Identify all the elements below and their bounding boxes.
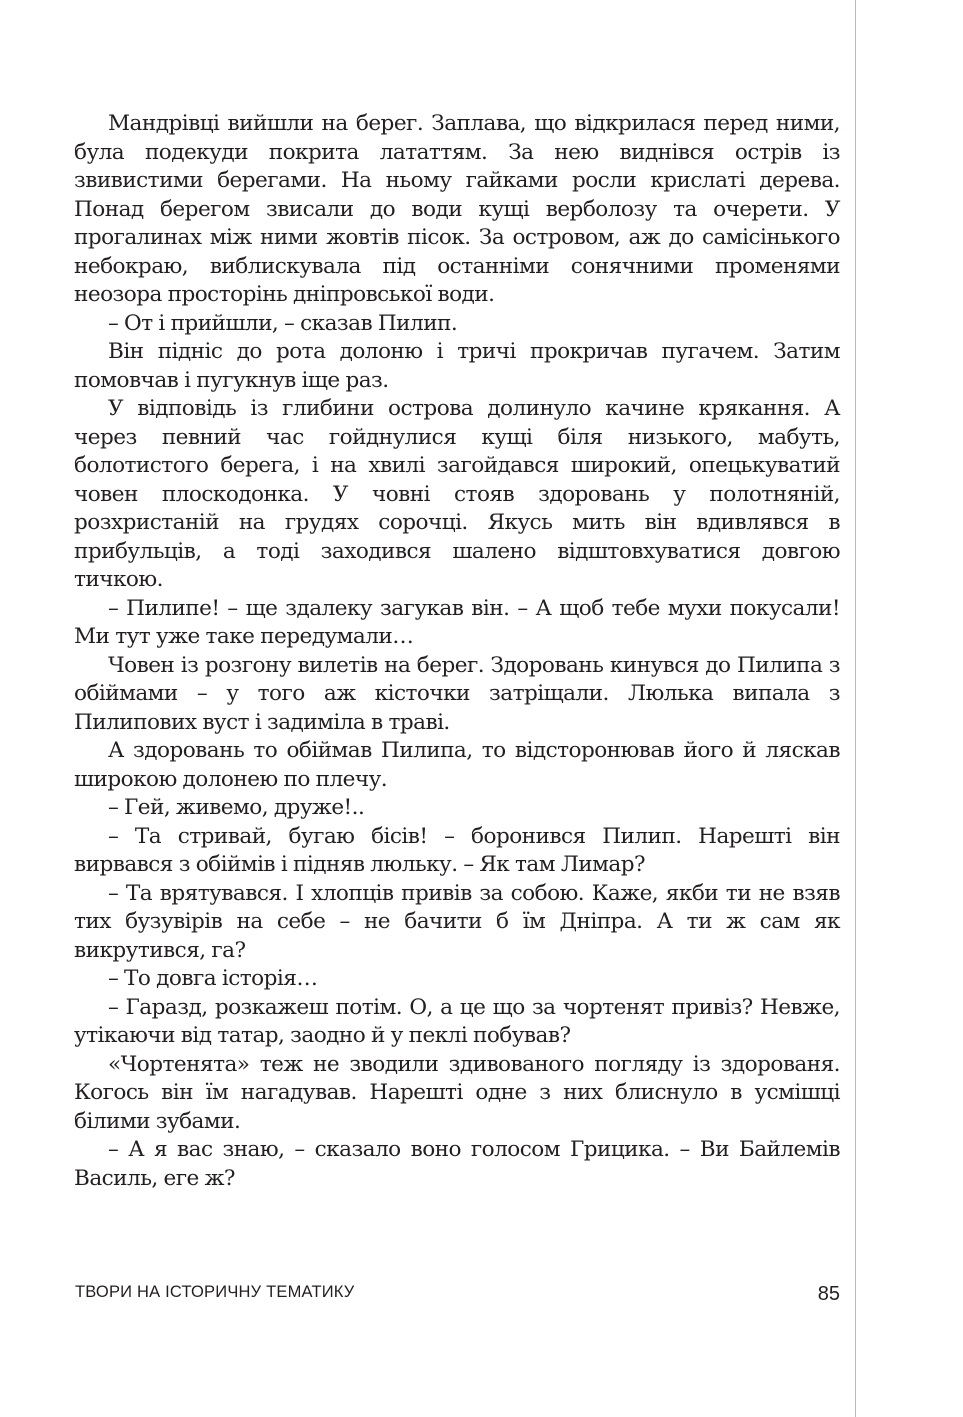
paragraph: – Пилипе! – ще здалеку загукав він. – А щоб тебе мухи покусали! Ми тут уже таке передумали… <box>74 595 840 649</box>
running-footer-title: ТВОРИ НА ІСТОРИЧНУ ТЕМАТИКУ <box>75 1283 355 1301</box>
paragraph: У відповідь із глибини острова долинуло качине крякання. А через певний час гойднулися кущі біля низького, мабуть, болотистого берега, і на хвилі загойдався широкий, опецькуватий човен плоскодонка. У човні стояв здоровань у полотняній, розхристаній на грудях сорочці. Якусь мить він вдивлявся в прибульців, а тоді заходився шалено відштовхуватися довгою тичкою. <box>74 396 840 592</box>
paragraph: – От і прийшли, – сказав Пилип. <box>108 310 458 336</box>
paragraph: – Гей, живемо, друже!.. <box>108 795 365 820</box>
paragraph: – Та врятувався. І хлопців привів за собою. Каже, якби ти не взяв тих бузувірів на себе – не бачити б їм Дніпра. А ти ж сам як викрутився, га? <box>74 880 840 963</box>
page-number: 85 <box>817 1283 840 1305</box>
paragraph: – То довга історія… <box>108 966 318 991</box>
paragraph: – А я вас знаю, – сказало воно голосом Грицика. – Ви Байлемів Василь, еге ж? <box>74 1137 840 1191</box>
paragraph: Човен із розгону вилетів на берег. Здоровань кинувся до Пилипа з обіймами – у того аж кісточки затріщали. Люлька випала з Пилипових вуст і задиміла в траві. <box>74 652 840 735</box>
paragraph: Мандрівці вийшли на берег. Заплава, що відкрилася перед ними, була подекуди покрита лататтям. За нею виднівся острів із звивистими берегами. На ньому гайками росли крислаті дерева. Понад берегом звисали до води кущі верболозу та очерети. У прогалинах між ними жовтів пісок. За островом, аж до самісінького небокраю, виблискувала під останніми сонячними променями неозора просторінь дніпровської води. <box>74 111 840 307</box>
paragraph: «Чортенята» теж не зводили здивованого погляду із здорованя. Когось він їм нагадував. Нарешті одне з них блиснуло в усмішці білими зубами. <box>74 1051 840 1134</box>
paragraph: – Та стривай, бугаю бісів! – боронився Пилип. Нарешті він вирвався з обіймів і підняв люльку. – Як там Лимар? <box>74 823 840 877</box>
page-edge-divider <box>855 0 856 1417</box>
paragraph: Він підніс до рота долоню і тричі прокричав пугачем. Затим помовчав і пугукнув іще раз. <box>74 339 840 393</box>
paragraph: А здоровань то обіймав Пилипа, то відсторонював його й ляскав широкою долонею по плечу. <box>74 738 840 792</box>
page-text <box>74 110 840 1193</box>
paragraph: – Гаразд, розкажеш потім. О, а це що за чортенят привіз? Невже, утікаючи від татар, заодно й у пеклі побував? <box>74 994 840 1048</box>
